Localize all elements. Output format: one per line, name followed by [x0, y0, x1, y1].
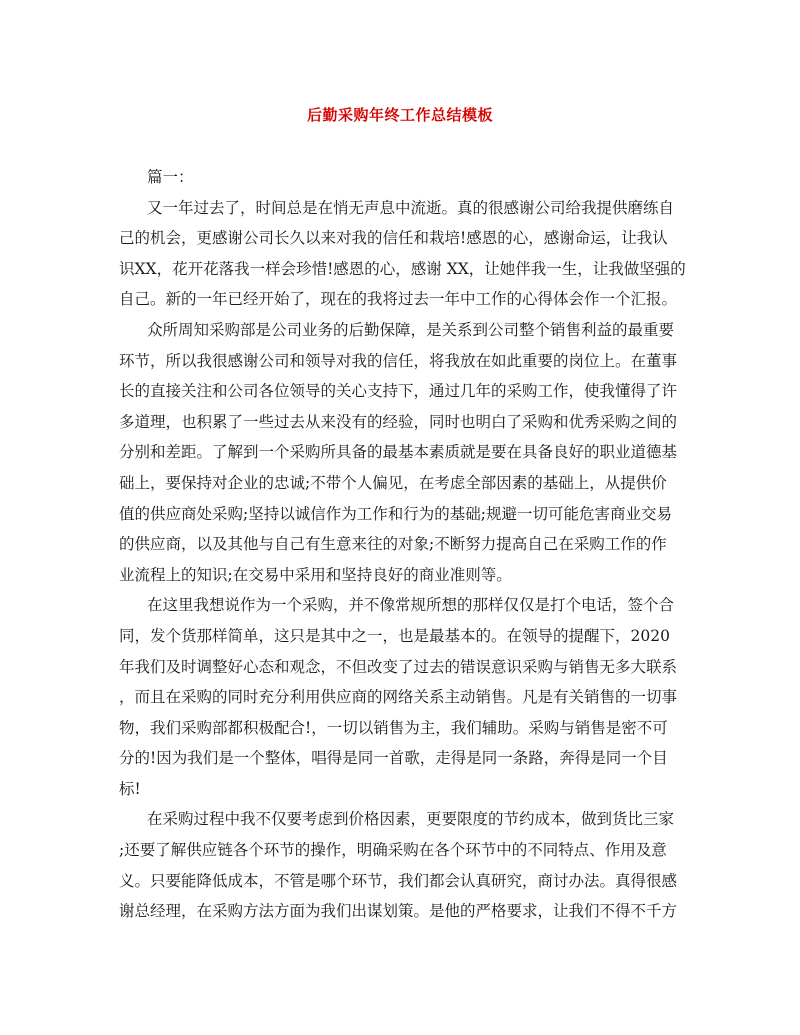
- text-line: 业流程上的知识;在交易中采用和坚持良好的商业准则等。: [119, 565, 512, 584]
- text-line: ;还要了解供应链各个环节的操作，明确采购在各个环节中的不同特点、作用及意: [119, 841, 667, 860]
- text-line: 谢总经理，在采购方法方面为我们出谋划策。是他的严格要求，让我们不得不千方: [119, 902, 678, 921]
- text-line: 同，发个货那样简单，这只是其中之一，也是最基本的。在领导的提醒下，2020: [119, 626, 670, 645]
- text-line: 年我们及时调整好心态和观念，不但改变了过去的错误意识采购与销售无多大联系: [119, 657, 678, 676]
- text-line: 在采购过程中我不仅要考虑到价格因素，更要限度的节约成本，做到货比三家: [147, 810, 675, 829]
- document-title: 后勤采购年终工作总结模板: [306, 106, 493, 124]
- text-line: 长的直接关注和公司各位领导的关心支持下，通过几年的采购工作，使我懂得了许: [119, 382, 678, 401]
- text-line: 物，我们采购部都积极配合!，一切以销售为主，我们辅助。采购与销售是密不可: [119, 718, 668, 737]
- text-line: 环节，所以我很感谢公司和领导对我的信任，将我放在如此重要的岗位上。在董事: [119, 351, 678, 370]
- text-line: 的供应商，以及其他与自己有生意来往的对象;不断努力提高自己在采购工作的作: [119, 535, 667, 554]
- text-line: ，而且在采购的同时充分利用供应商的网络关系主动销售。凡是有关销售的一切事: [119, 688, 678, 707]
- text-line: 值的供应商处采购;坚持以诚信作为工作和行为的基础;规避一切可能危害商业交易: [119, 504, 672, 523]
- text-line: 众所周知采购部是公司业务的后勤保障，是关系到公司整个销售利益的最重要: [147, 320, 675, 339]
- text-line: 自己。新的一年已经开始了，现在的我将过去一年中工作的心得体会作一个汇报。: [119, 290, 678, 309]
- text-line: 分别和差距。了解到一个采购所具备的最基本素质就是要在具备良好的职业道德基: [119, 443, 678, 462]
- text-line: 础上，要保持对企业的忠诚;不带个人偏见，在考虑全部因素的基础上，从提供价: [119, 473, 667, 492]
- text-line: 识XX，花开花落我一样会珍惜!感恩的心，感谢 XX，让她伴我一生，让我做坚强的: [119, 259, 686, 278]
- text-line: 义。只要能降低成本，不管是哪个环节，我们都会认真研究，商讨办法。真得很感: [119, 871, 678, 890]
- text-line: 又一年过去了，时间总是在悄无声息中流逝。真的很感谢公司给我提供磨练自: [147, 198, 675, 217]
- text-line: 分的!因为我们是一个整体，唱得是同一首歌，走得是同一条路，奔得是同一个目: [119, 749, 668, 768]
- text-line: 在这里我想说作为一个采购，并不像常规所想的那样仅仅是打个电话，签个合: [147, 596, 675, 615]
- document-body: [119, 162, 692, 927]
- text-line: 己的机会，更感谢公司长久以来对我的信任和栽培!感恩的心，感谢命运，让我认: [119, 229, 668, 248]
- text-line: 标!: [119, 779, 141, 798]
- section-heading: 篇一：: [147, 168, 194, 186]
- text-line: 多道理，也积累了一些过去从来没有的经验，同时也明白了采购和优秀采购之间的: [119, 412, 678, 431]
